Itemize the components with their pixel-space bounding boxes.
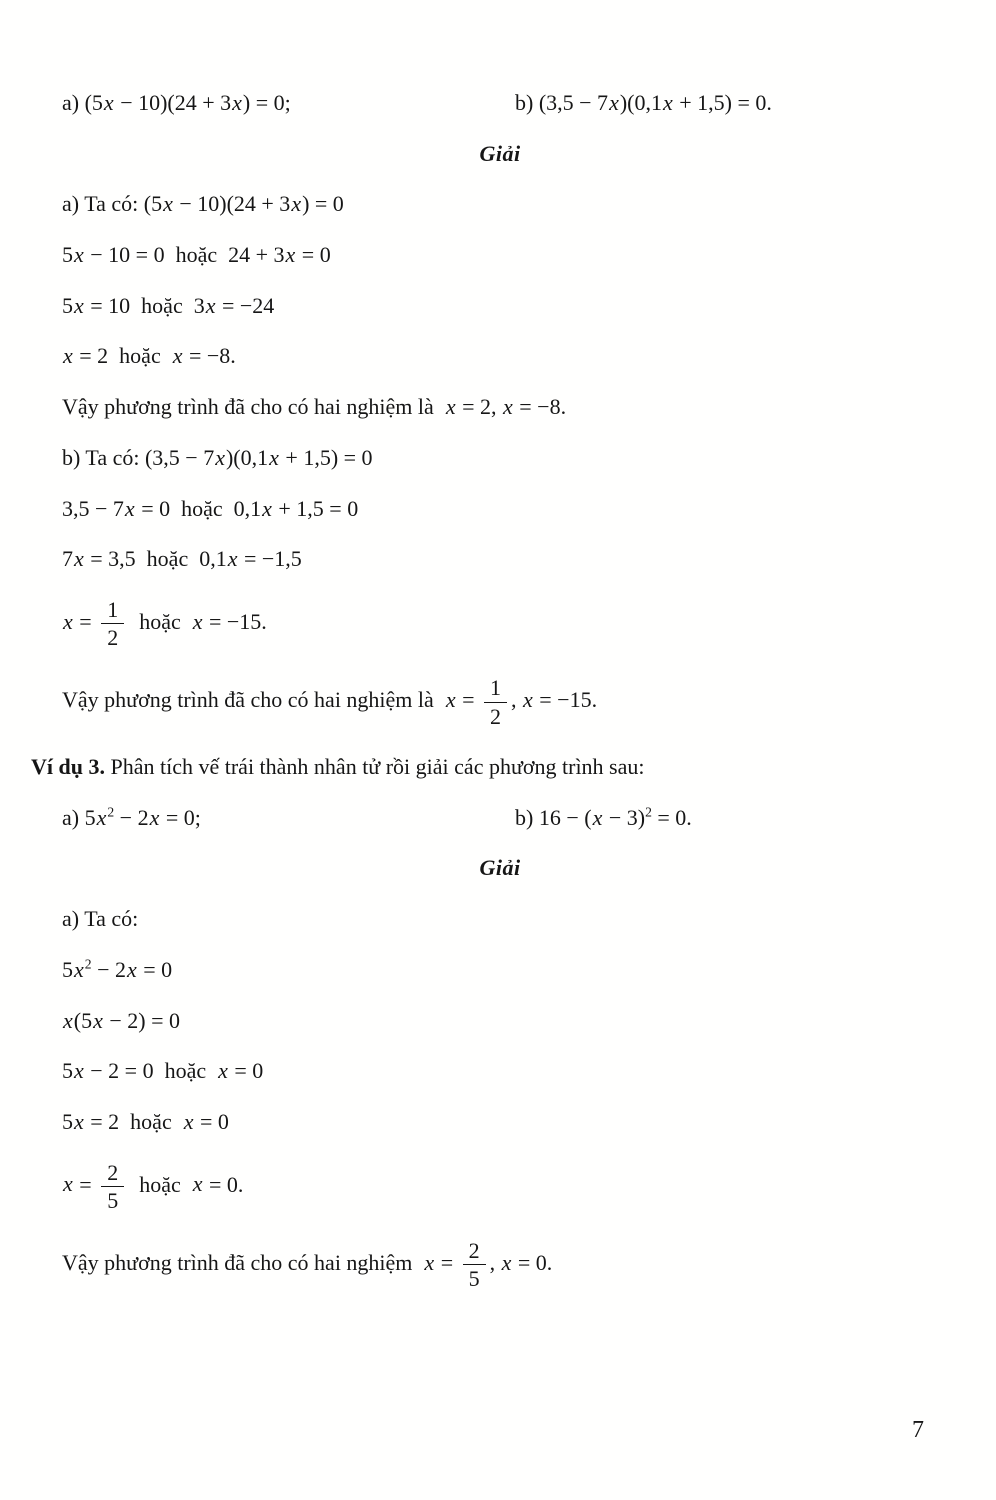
page-number: 7	[912, 1417, 924, 1443]
text-run: − 2 = 0 hoặc	[84, 1058, 218, 1084]
text-run: 5	[62, 242, 73, 268]
math-variable: x	[103, 90, 114, 115]
text-run: = 0;	[160, 804, 201, 830]
math-variable: x	[63, 1007, 73, 1033]
fraction-numerator: 1	[101, 597, 124, 624]
math-variable: x	[445, 687, 456, 713]
text-run: = 0	[194, 1108, 229, 1134]
text-run: b) (3,5 − 7	[515, 90, 609, 115]
math-variable: x	[291, 191, 302, 217]
fraction	[463, 1238, 486, 1292]
math-variable: x	[445, 394, 456, 420]
math-variable: x	[192, 608, 203, 634]
fraction-numerator: 1	[484, 675, 507, 702]
text-run: = 0 hoặc 0,1	[135, 495, 262, 521]
math-variable: x	[96, 804, 107, 830]
conclusion-line	[62, 673, 938, 731]
math-variable: x	[218, 1058, 228, 1084]
fraction-denominator: 5	[468, 1266, 480, 1292]
text-run: =	[456, 687, 480, 713]
text-run: Phân tích vế trái thành nhân tử rồi giải các phương trình sau:	[104, 754, 645, 780]
problem-part-b	[515, 803, 938, 833]
fraction-numerator: 2	[101, 1160, 124, 1187]
math-variable: x	[163, 191, 173, 217]
text-run: 5	[62, 292, 73, 318]
text-run: ) = 0;	[242, 90, 291, 115]
text-run: b) Ta có: (3,5 − 7	[62, 444, 215, 470]
math-variable: x	[609, 90, 619, 115]
text-run: =	[73, 608, 98, 634]
text-run: = −15.	[533, 687, 598, 713]
math-exponent: 2	[84, 956, 92, 972]
math-variable: x	[262, 495, 272, 521]
math-variable: x	[74, 956, 84, 982]
text-run: (5	[73, 1007, 93, 1033]
fraction-denominator: 2	[107, 625, 119, 651]
text-run: + 1,5 = 0	[272, 495, 359, 521]
page-content	[31, 88, 938, 1294]
math-variable: x	[74, 1108, 84, 1134]
fraction-denominator: 2	[490, 703, 501, 729]
text-run: = 0	[137, 956, 173, 982]
example-heading	[31, 752, 938, 782]
solution-heading: Giải	[479, 140, 521, 166]
text-run: 7	[62, 546, 73, 572]
math-variable: x	[501, 1250, 512, 1275]
text-run: = 10 hoặc 3	[84, 292, 205, 318]
text-run: − 10)(24 + 3	[114, 90, 232, 115]
text-run: Vậy phương trình đã cho có hai nghiệm	[62, 1250, 424, 1275]
text-run: + 1,5) = 0	[279, 444, 373, 470]
text-run: a) Ta có: (5	[62, 191, 163, 217]
math-variable: x	[215, 444, 225, 470]
conclusion-line	[62, 392, 938, 422]
text-run: = 3,5 hoặc 0,1	[84, 546, 227, 572]
math-variable: x	[124, 495, 135, 521]
problem-statement-row	[62, 88, 938, 118]
math-line	[62, 240, 938, 270]
math-line	[62, 494, 938, 524]
text-run: = 0	[296, 242, 331, 268]
text-run: = −8.	[183, 343, 236, 369]
math-line	[62, 955, 938, 985]
text-run: hoặc	[128, 1171, 192, 1197]
text-run: )(0,1	[225, 444, 269, 470]
problem-part-b	[515, 88, 938, 118]
math-variable: x	[424, 1250, 435, 1275]
math-variable: x	[63, 608, 73, 634]
text-run: =	[73, 1171, 98, 1197]
text-run: )(0,1	[619, 90, 662, 115]
problem-part-a	[62, 803, 515, 833]
math-line	[62, 544, 938, 574]
math-variable: x	[183, 1108, 194, 1134]
math-variable: x	[127, 956, 137, 982]
problem-statement-row	[62, 803, 938, 833]
math-variable: x	[149, 804, 160, 830]
math-variable: x	[205, 292, 216, 318]
math-line	[62, 341, 938, 371]
fraction	[101, 1160, 124, 1214]
fraction-denominator: 5	[107, 1187, 119, 1213]
text-run: = 0.	[512, 1250, 553, 1275]
math-variable: x	[93, 1007, 103, 1033]
text-run: hoặc	[128, 608, 192, 634]
fraction-numerator: 2	[463, 1238, 486, 1265]
math-variable: x	[74, 546, 84, 572]
text-run: ) = 0	[302, 191, 344, 217]
text-run: b) 16 − (	[515, 804, 592, 830]
solution-heading: Giải	[479, 855, 521, 881]
math-line	[62, 1158, 938, 1216]
math-variable: x	[592, 804, 603, 830]
text-run: = −24	[216, 292, 275, 318]
text-run: 5	[62, 956, 73, 982]
text-run: a) Ta có:	[62, 906, 139, 932]
text-run: ,	[511, 687, 522, 713]
math-line	[62, 1056, 938, 1086]
math-variable: x	[74, 1058, 84, 1084]
math-variable: x	[192, 1171, 203, 1197]
math-variable: x	[503, 394, 513, 420]
math-line	[62, 1107, 938, 1137]
math-variable: x	[63, 1171, 73, 1197]
text-run: Vậy phương trình đã cho có hai nghiệm là	[62, 394, 445, 420]
math-line	[62, 1006, 938, 1036]
math-variable: x	[172, 343, 183, 369]
math-variable: x	[74, 242, 84, 268]
bold-label: Ví dụ 3.	[31, 754, 105, 780]
math-exponent: 2	[107, 804, 115, 820]
conclusion-line	[62, 1236, 938, 1294]
math-variable: x	[662, 90, 673, 115]
math-line	[62, 189, 938, 219]
text-run: = 0	[228, 1058, 264, 1084]
text-run: = 2,	[456, 394, 502, 420]
fraction	[484, 675, 507, 729]
math-variable: x	[285, 242, 296, 268]
text-run: 3,5 − 7	[62, 495, 124, 521]
math-line	[62, 904, 938, 934]
math-variable: x	[269, 444, 279, 470]
text-run: − 2	[114, 804, 149, 830]
text-run: = −15.	[203, 608, 267, 634]
text-run: − 2) = 0	[103, 1007, 180, 1033]
text-run: = 0.	[651, 804, 692, 830]
text-run: = −1,5	[238, 546, 302, 572]
text-run: + 1,5) = 0.	[673, 90, 772, 115]
text-run: 5	[62, 1108, 73, 1134]
text-run: Vậy phương trình đã cho có hai nghiệm là	[62, 687, 445, 713]
math-line	[62, 595, 938, 653]
math-exponent: 2	[645, 804, 652, 820]
problem-part-a	[62, 88, 515, 118]
text-run: − 3)	[603, 804, 646, 830]
text-run: ,	[489, 1250, 501, 1275]
text-run: a) (5	[62, 90, 103, 115]
text-run: − 10 = 0 hoặc 24 + 3	[84, 242, 285, 268]
text-run: = 2 hoặc	[84, 1108, 183, 1134]
math-variable: x	[74, 292, 84, 318]
text-run: − 10)(24 + 3	[173, 191, 291, 217]
text-run: 5	[62, 1058, 73, 1084]
text-run: = −8.	[513, 394, 567, 420]
math-line	[62, 443, 938, 473]
text-run: − 2	[91, 956, 126, 982]
text-run: =	[435, 1250, 459, 1275]
math-variable: x	[227, 546, 238, 572]
math-variable: x	[523, 687, 533, 713]
text-run: = 2 hoặc	[73, 343, 172, 369]
math-variable: x	[63, 343, 73, 369]
text-run: = 0.	[203, 1171, 244, 1197]
fraction	[101, 597, 124, 651]
math-line	[62, 291, 938, 321]
text-run: a) 5	[62, 804, 96, 830]
math-variable: x	[232, 90, 242, 115]
